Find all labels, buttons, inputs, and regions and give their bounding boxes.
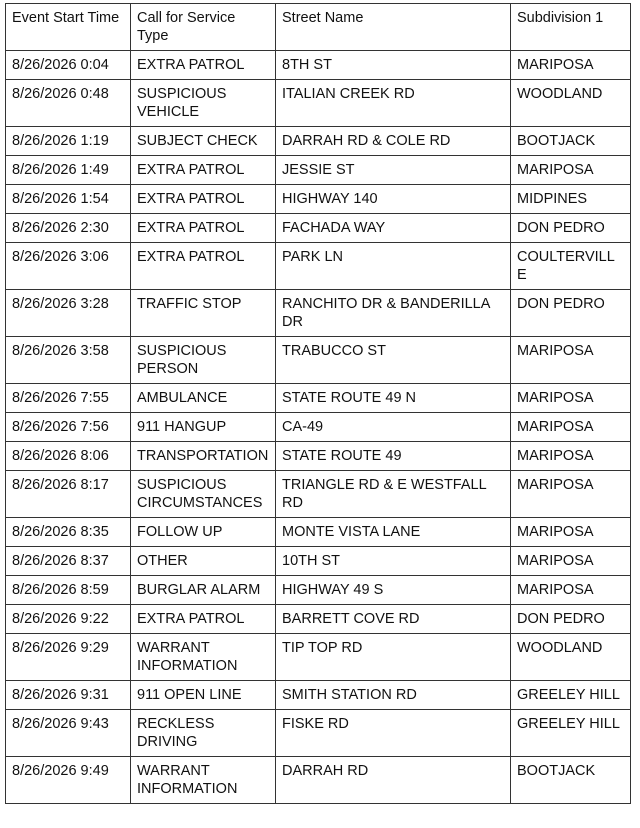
street-name-cell: STATE ROUTE 49 N bbox=[276, 384, 511, 413]
call-type-cell: WARRANT INFORMATION bbox=[131, 757, 276, 804]
call-type-cell: 911 HANGUP bbox=[131, 413, 276, 442]
event-start-time-cell: 8/26/2026 1:54 bbox=[6, 185, 131, 214]
subdivision-cell: BOOTJACK bbox=[511, 757, 631, 804]
call-type-cell: SUSPICIOUS CIRCUMSTANCES bbox=[131, 471, 276, 518]
subdivision-cell: DON PEDRO bbox=[511, 214, 631, 243]
table-row bbox=[6, 290, 631, 337]
table-row bbox=[6, 337, 631, 384]
event-start-time-cell: 8/26/2026 7:55 bbox=[6, 384, 131, 413]
call-type-cell: 911 OPEN LINE bbox=[131, 681, 276, 710]
subdivision-cell: MARIPOSA bbox=[511, 413, 631, 442]
table-row bbox=[6, 681, 631, 710]
call-type-cell: WARRANT INFORMATION bbox=[131, 634, 276, 681]
table-row bbox=[6, 710, 631, 757]
call-type-cell: FOLLOW UP bbox=[131, 518, 276, 547]
event-start-time-cell: 8/26/2026 8:37 bbox=[6, 547, 131, 576]
table-row bbox=[6, 605, 631, 634]
subdivision-cell: DON PEDRO bbox=[511, 605, 631, 634]
call-type-cell: SUBJECT CHECK bbox=[131, 127, 276, 156]
subdivision-cell: GREELEY HILL bbox=[511, 710, 631, 757]
table-row bbox=[6, 547, 631, 576]
subdivision-cell: DON PEDRO bbox=[511, 290, 631, 337]
subdivision-cell: MARIPOSA bbox=[511, 518, 631, 547]
subdivision-cell: MARIPOSA bbox=[511, 156, 631, 185]
table-row bbox=[6, 156, 631, 185]
call-type-cell: EXTRA PATROL bbox=[131, 243, 276, 290]
event-start-time-cell: 8/26/2026 8:17 bbox=[6, 471, 131, 518]
subdivision-cell: WOODLAND bbox=[511, 80, 631, 127]
street-name-cell: ITALIAN CREEK RD bbox=[276, 80, 511, 127]
event-start-time-cell: 8/26/2026 8:35 bbox=[6, 518, 131, 547]
event-start-time-cell: 8/26/2026 1:49 bbox=[6, 156, 131, 185]
event-start-time-cell: 8/26/2026 2:30 bbox=[6, 214, 131, 243]
call-type-cell: RECKLESS DRIVING bbox=[131, 710, 276, 757]
call-type-cell: BURGLAR ALARM bbox=[131, 576, 276, 605]
street-name-cell: DARRAH RD & COLE RD bbox=[276, 127, 511, 156]
table-row bbox=[6, 413, 631, 442]
header-call-type: Call for Service Type bbox=[131, 4, 276, 51]
event-start-time-cell: 8/26/2026 8:59 bbox=[6, 576, 131, 605]
event-start-time-cell: 8/26/2026 7:56 bbox=[6, 413, 131, 442]
subdivision-cell: MARIPOSA bbox=[511, 547, 631, 576]
street-name-cell: FACHADA WAY bbox=[276, 214, 511, 243]
call-type-cell: SUSPICIOUS PERSON bbox=[131, 337, 276, 384]
event-start-time-cell: 8/26/2026 9:29 bbox=[6, 634, 131, 681]
event-start-time-cell: 8/26/2026 9:49 bbox=[6, 757, 131, 804]
street-name-cell: HIGHWAY 140 bbox=[276, 185, 511, 214]
table-row bbox=[6, 757, 631, 804]
subdivision-cell: MIDPINES bbox=[511, 185, 631, 214]
header-event-start-time: Event Start Time bbox=[6, 4, 131, 51]
table-row bbox=[6, 127, 631, 156]
street-name-cell: DARRAH RD bbox=[276, 757, 511, 804]
event-start-time-cell: 8/26/2026 8:06 bbox=[6, 442, 131, 471]
subdivision-cell: GREELEY HILL bbox=[511, 681, 631, 710]
street-name-cell: RANCHITO DR & BANDERILLA DR bbox=[276, 290, 511, 337]
table-row bbox=[6, 51, 631, 80]
subdivision-cell: MARIPOSA bbox=[511, 442, 631, 471]
subdivision-cell: MARIPOSA bbox=[511, 51, 631, 80]
subdivision-cell: MARIPOSA bbox=[511, 384, 631, 413]
table-body bbox=[6, 51, 631, 804]
event-start-time-cell: 8/26/2026 9:22 bbox=[6, 605, 131, 634]
call-type-cell: EXTRA PATROL bbox=[131, 185, 276, 214]
street-name-cell: STATE ROUTE 49 bbox=[276, 442, 511, 471]
street-name-cell: TRIANGLE RD & E WESTFALL RD bbox=[276, 471, 511, 518]
event-start-time-cell: 8/26/2026 1:19 bbox=[6, 127, 131, 156]
header-street-name: Street Name bbox=[276, 4, 511, 51]
street-name-cell: 10TH ST bbox=[276, 547, 511, 576]
call-type-cell: TRANSPORTATION bbox=[131, 442, 276, 471]
event-start-time-cell: 8/26/2026 9:43 bbox=[6, 710, 131, 757]
street-name-cell: HIGHWAY 49 S bbox=[276, 576, 511, 605]
street-name-cell: CA-49 bbox=[276, 413, 511, 442]
street-name-cell: TIP TOP RD bbox=[276, 634, 511, 681]
table-row bbox=[6, 214, 631, 243]
table-header bbox=[6, 4, 631, 51]
call-type-cell: EXTRA PATROL bbox=[131, 51, 276, 80]
call-type-cell: TRAFFIC STOP bbox=[131, 290, 276, 337]
subdivision-cell: WOODLAND bbox=[511, 634, 631, 681]
subdivision-cell: COULTERVILLE bbox=[511, 243, 631, 290]
call-log-table bbox=[5, 3, 631, 804]
call-type-cell: OTHER bbox=[131, 547, 276, 576]
table-row bbox=[6, 576, 631, 605]
table-row bbox=[6, 518, 631, 547]
call-type-cell: EXTRA PATROL bbox=[131, 605, 276, 634]
table-row bbox=[6, 80, 631, 127]
event-start-time-cell: 8/26/2026 3:28 bbox=[6, 290, 131, 337]
event-start-time-cell: 8/26/2026 3:06 bbox=[6, 243, 131, 290]
street-name-cell: SMITH STATION RD bbox=[276, 681, 511, 710]
header-subdivision: Subdivision 1 bbox=[511, 4, 631, 51]
call-type-cell: AMBULANCE bbox=[131, 384, 276, 413]
event-start-time-cell: 8/26/2026 3:58 bbox=[6, 337, 131, 384]
event-start-time-cell: 8/26/2026 0:04 bbox=[6, 51, 131, 80]
table-row bbox=[6, 185, 631, 214]
street-name-cell: 8TH ST bbox=[276, 51, 511, 80]
subdivision-cell: MARIPOSA bbox=[511, 576, 631, 605]
table-row bbox=[6, 634, 631, 681]
street-name-cell: JESSIE ST bbox=[276, 156, 511, 185]
call-type-cell: SUSPICIOUS VEHICLE bbox=[131, 80, 276, 127]
event-start-time-cell: 8/26/2026 0:48 bbox=[6, 80, 131, 127]
street-name-cell: PARK LN bbox=[276, 243, 511, 290]
table-row bbox=[6, 442, 631, 471]
subdivision-cell: MARIPOSA bbox=[511, 337, 631, 384]
event-start-time-cell: 8/26/2026 9:31 bbox=[6, 681, 131, 710]
table-row bbox=[6, 471, 631, 518]
subdivision-cell: MARIPOSA bbox=[511, 471, 631, 518]
table-row bbox=[6, 243, 631, 290]
call-type-cell: EXTRA PATROL bbox=[131, 214, 276, 243]
subdivision-cell: BOOTJACK bbox=[511, 127, 631, 156]
table-row bbox=[6, 384, 631, 413]
street-name-cell: MONTE VISTA LANE bbox=[276, 518, 511, 547]
street-name-cell: FISKE RD bbox=[276, 710, 511, 757]
street-name-cell: TRABUCCO ST bbox=[276, 337, 511, 384]
street-name-cell: BARRETT COVE RD bbox=[276, 605, 511, 634]
header-row bbox=[6, 4, 631, 51]
call-type-cell: EXTRA PATROL bbox=[131, 156, 276, 185]
